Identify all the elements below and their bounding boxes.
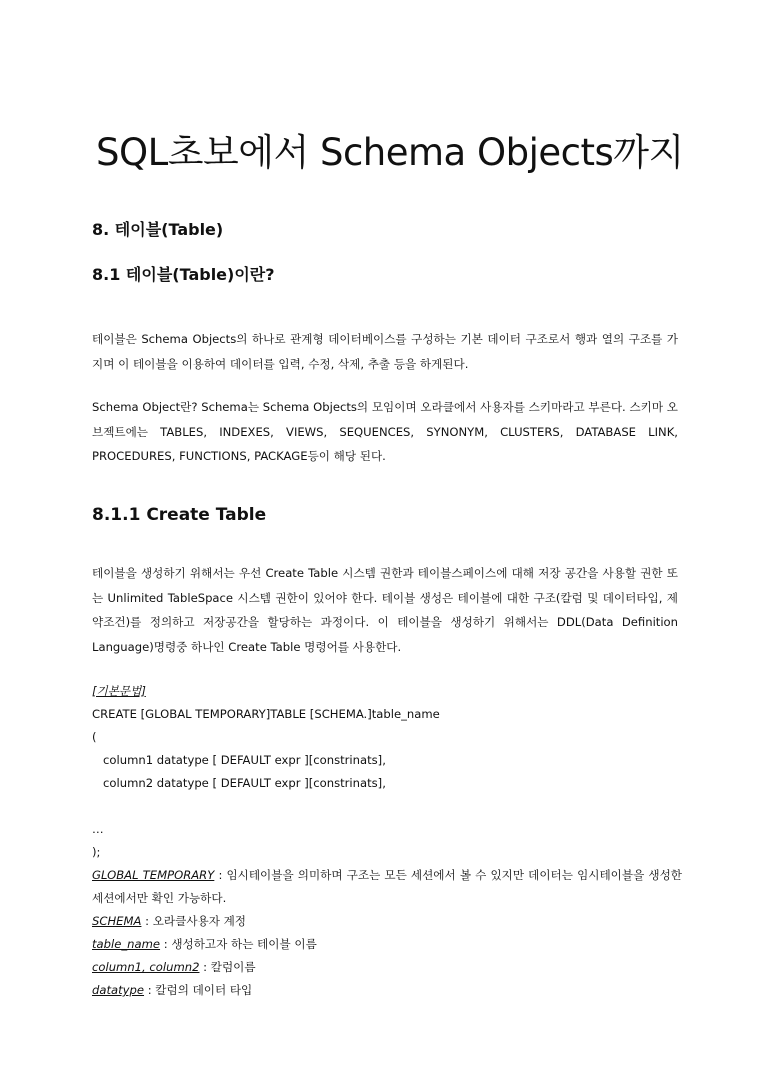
definition-table-name xyxy=(92,933,682,956)
syntax-line: column2 datatype [ DEFAULT expr ][constrinats], xyxy=(92,776,386,790)
definition-datatype xyxy=(92,979,682,1002)
paragraph-table-definition: 테이블은 Schema Objects의 하나로 관계형 데이터베이스를 구성하는 기본 데이터 구조로서 행과 열의 구조를 가지며 이 테이블을 이용하여 데이터를 입력, 수정, 삭제, 추출 등을 하게된다. xyxy=(92,332,678,371)
definition-term: table_name xyxy=(92,937,161,951)
subsubsection-heading: 8.1.1 Create Table xyxy=(92,505,267,525)
definition-text: : 칼럼의 데이터 타입 xyxy=(144,983,253,997)
syntax-heading: [기본문법] xyxy=(92,684,146,698)
definition-text: : 오라클사용자 계정 xyxy=(141,914,246,928)
definition-term: column1, column2 xyxy=(92,960,200,974)
syntax-line: CREATE [GLOBAL TEMPORARY]TABLE [SCHEMA.]table_name xyxy=(92,707,440,721)
syntax-block xyxy=(92,680,682,1002)
definition-text: : 생성하고자 하는 테이블 이름 xyxy=(160,937,317,951)
syntax-line: … xyxy=(92,822,104,836)
definition-term: SCHEMA xyxy=(92,914,142,928)
syntax-line: ( xyxy=(92,730,97,744)
paragraph-schema-object: Schema Object란? Schema는 Schema Objects의 모임이며 오라클에서 사용자를 스키마라고 부른다. 스키마 오브젝트에는 TABLES, INDEXES, VIEWS, SEQUENCES, SYNONYM, CLUSTERS, DATABASE LINK, PROCEDURES, FUNCTIONS, PACKAGE등이 해당 된다. xyxy=(92,400,678,464)
definition-text: : 임시테이블을 의미하며 구조는 모든 세션에서 볼 수 있지만 데이터는 임시테이블을 생성한 세션에서만 확인 가능하다. xyxy=(92,868,682,905)
section-heading: 8. 테이블(Table) xyxy=(92,220,224,239)
definition-term: datatype xyxy=(92,983,145,997)
definition-schema xyxy=(92,910,682,933)
syntax-line: column1 datatype [ DEFAULT expr ][constrinats], xyxy=(92,753,386,767)
paragraph-create-table: 테이블을 생성하기 위해서는 우선 Create Table 시스템 권한과 테이블스페이스에 대해 저장 공간을 사용할 권한 또는 Unlimited TableSpace 시스템 권한이 있어야 한다. 테이블 생성은 테이블에 대한 구조(칼럼 및 데이터타입, 제약조건)를 정의하고 저장공간을 할당하는 과정이다. 이 테이블을 생성하기 위해서는 DDL(Data Definition Language)명령중 하나인 Create Table 명령어를 사용한다. xyxy=(92,566,678,654)
document-title: SQL초보에서 Schema Objects까지 xyxy=(96,131,684,174)
definition-text: : 칼럼이름 xyxy=(199,960,256,974)
definition-columns xyxy=(92,956,682,979)
subsection-heading: 8.1 테이블(Table)이란? xyxy=(92,265,275,284)
definition-term: GLOBAL TEMPORARY xyxy=(92,868,215,882)
syntax-spacer xyxy=(92,795,682,818)
syntax-line: ); xyxy=(92,845,101,859)
definition-global-temporary xyxy=(92,864,682,910)
